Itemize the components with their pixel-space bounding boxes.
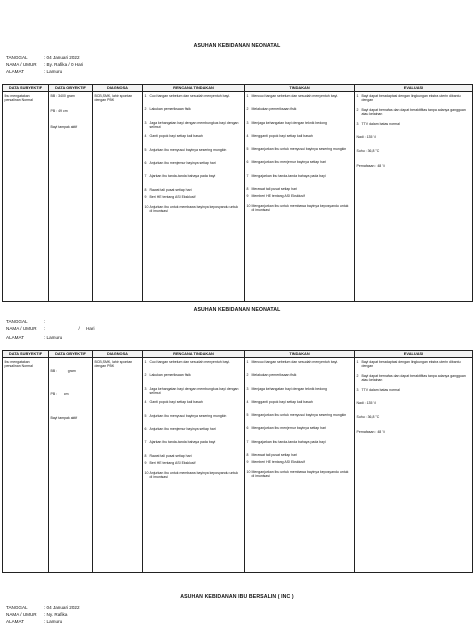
objektif-pb: PB : 49 cm [50, 109, 68, 114]
header-objektif: DATA OBYEKTIF [49, 351, 93, 358]
list-item: 2 Lakukan pemeriksaan fisik [144, 373, 191, 378]
list-item: 6 Menganjurkan ibu menjemur bayinya setiap hari [246, 426, 327, 431]
list-item: 1 Bayi dapat beradaptasi dengan lingkungan ekstra uterin dibantu dengan [356, 94, 461, 103]
meta-row-tanggal: TANGGAL : 04 Januari 2022 [6, 55, 80, 60]
objektif-aktif: Bayi tampak aktif [50, 416, 78, 421]
ttv-pernafasan: Pernafasan : 48 ’/i [356, 163, 385, 168]
list-item: 10Anjurkan ibu untuk membawa bayinya keposyandu untuk di imunisasi [144, 204, 239, 213]
inc-meta-block [6, 604, 80, 625]
list-item: 8 Merawat tali pusat setiap hari [246, 453, 298, 458]
meta-row-nama: NAMA / UMUR : Ny. Rafika [6, 612, 68, 617]
list-item: 3 TTV dalam batas normal [356, 387, 400, 392]
list-item: 10Menganjurkan ibu untuk membawa bayinya keposyandu untuk di imunisasi [246, 203, 349, 213]
list-item: 4 Mengganti popok bayi setiap kali basah [246, 133, 313, 138]
list-item: 2 Bayi dapat bernafas dan dapat beraktifitas tanpa adanya gangguan atau kelainan [356, 107, 466, 117]
list-item: 1 Cuci tangan sebelum dan sesudah menyentuh bayi. [144, 94, 231, 98]
ttv-nadi: Nadi : 135 ’/i [356, 135, 376, 140]
header-tindakan: TINDAKAN [245, 351, 355, 358]
objektif-bb: BB : 3400 gram [50, 94, 75, 98]
header-diagnosa: DIAGNOSA [93, 351, 143, 358]
list-item: 4 Ganti popok bayi setiap kali basah [144, 400, 203, 405]
meta-block [6, 318, 95, 341]
objektif-pb: PB : cm [50, 392, 69, 397]
table-body-row [3, 358, 473, 573]
list-item: 6 Anjurkan ibu menjemur bayinya setiap hari [144, 427, 216, 432]
diagnosa-cell: BCB,SMK, lahir spontan dengan PBK [93, 92, 143, 302]
list-item: 5 Anjurkan ibu menyusui bayinya sesering mungkin [144, 413, 227, 418]
section-title: ASUHAN KEBIDANAN NEONATAL [193, 307, 281, 313]
list-item: 5 Menganjurkan ibu untuk menyusui bayinya sesering mungkin [246, 413, 347, 418]
list-item: 7 Mengajarkan ibu tanda-tanda bahaya pada bayi [246, 173, 326, 178]
header-rencana: RENCANA TINDAKAN [143, 351, 245, 358]
rencana-cell [143, 358, 245, 573]
meta-row-tanggal: TANGGAL : 04 Januari 2022 [6, 605, 80, 610]
header-rencana: RENCANA TINDAKAN [143, 85, 245, 92]
header-tindakan: TINDAKAN [245, 85, 355, 92]
list-item: 8 Rawat tali pusat setiap hari [144, 453, 192, 458]
list-item: 3 Menjaga kehangatan bayi dengan teknik bedong [246, 386, 328, 391]
list-item: 5 Anjurkan ibu menyusui bayinya sesering mungkin [144, 147, 227, 152]
meta-row-alamat: ALAMAT : Lamuru [6, 619, 63, 624]
header-subjektif: DATA SUBYEKTIF [3, 85, 49, 92]
list-item: 3 Menjaga kehangatan bayi dengan teknik bedong [246, 120, 328, 125]
list-item: 9 Beri HE tentang ASI Eksklusif [144, 194, 196, 199]
list-item: 10Menganjurkan ibu untuk membawa bayinya keposyandu untuk di imunisasi [246, 469, 349, 479]
list-item: 7 Ajarkan ibu tanda-tanda bahaya pada bayi [144, 440, 216, 445]
list-item: 9 Beri HE tentang ASI Eksklusif [144, 460, 196, 465]
ttv-suhu: Suhu : 36,8 °C [356, 415, 380, 420]
list-item: 9 Memberi HE tentang ASI Eksklusif [246, 194, 305, 199]
header-evaluasi: EVALUASI [355, 85, 473, 92]
header-diagnosa: DIAGNOSA [93, 85, 143, 92]
list-item: 2 Lakukan pemeriksaan fisik [144, 107, 191, 112]
inc-section-title: ASUHAN KEBIDANAN IBU BERSALIN ( INC ) [180, 594, 294, 600]
list-item: 7 Mengajarkan ibu tanda-tanda bahaya pada bayi [246, 439, 326, 444]
list-item: 6 Menganjurkan ibu menjemur bayinya setiap hari [246, 160, 327, 165]
list-item: 1 Mencuci tangan sebelum dan sesudah menyentuh bayi. [246, 94, 339, 98]
subjektif-cell: Ibu mengatakan persalinan Normal [3, 92, 49, 302]
ttv-nadi: Nadi : 135 ’/i [356, 401, 376, 406]
section-title: ASUHAN KEBIDANAN NEONATAL [193, 43, 281, 49]
header-objektif: DATA OBYEKTIF [49, 85, 93, 92]
objektif-bb: BB : gram [50, 368, 76, 373]
list-item: 9 Memberi HE tentang ASI Eksklusif [246, 460, 305, 465]
objektif-cell [49, 358, 93, 573]
ttv-pernafasan: Pernafasan : 48 ’/i [356, 429, 385, 434]
list-item: 2 Melakukan pemeriksaan fisik [246, 373, 297, 378]
diagnosa-cell: BCB,SMK, lahir spontan dengan PBK [93, 358, 143, 573]
ttv-suhu: Suhu : 36,8 °C [356, 149, 380, 154]
list-item: 8 Rawat tali pusat setiap hari [144, 187, 192, 192]
meta-row-nama: NAMA / UMUR : By. Rafika / 0 Hari [6, 62, 84, 67]
meta-row-alamat: ALAMAT : Lamuru [6, 69, 63, 74]
header-evaluasi: EVALUASI [355, 351, 473, 358]
list-item: 1 Cuci tangan sebelum dan sesudah menyentuh bayi. [144, 360, 231, 364]
meta-row-tanggal: TANGGAL : [6, 319, 46, 324]
list-item: 8 Merawat tali pusat setiap hari [246, 187, 298, 192]
asuhan-table [2, 350, 473, 573]
list-item: 1 Mencuci tangan sebelum dan sesudah menyentuh bayi. [246, 360, 339, 364]
list-item: 7 Ajarkan ibu tanda-tanda bahaya pada bayi [144, 174, 216, 179]
list-item: 10Anjurkan ibu untuk membawa bayinya keposyandu untuk di imunisasi [144, 470, 239, 479]
list-item: 4 Ganti popok bayi setiap kali basah [144, 134, 203, 139]
subjektif-cell: Ibu mengatakan persalinan Normal [3, 358, 49, 573]
evaluasi-cell [355, 358, 473, 573]
objektif-aktif: Bayi tampak aktif [50, 124, 78, 129]
list-item: 6 Anjurkan ibu menjemur bayinya setiap hari [144, 161, 216, 166]
table-header-row [3, 351, 473, 358]
list-item: 3 TTV dalam batas normal [356, 121, 400, 126]
list-item: 4 Mengganti popok bayi setiap kali basah [246, 399, 313, 404]
list-item: 5 Menganjurkan ibu untuk menyusui bayinya sesering mungkin [246, 147, 347, 152]
tindakan-cell [245, 358, 355, 573]
list-item: 3 Jaga kehangatan bayi dengan membungkus bayi dengan selimut [144, 386, 239, 395]
header-subjektif: DATA SUBYEKTIF [3, 351, 49, 358]
list-item: 1 Bayi dapat beradaptasi dengan lingkungan ekstra uterin dibantu dengan [356, 360, 461, 369]
meta-row-alamat: ALAMAT : Lamuru [6, 335, 63, 340]
list-item: 2 Melakukan pemeriksaan fisik [246, 107, 297, 112]
list-item: 2 Bayi dapat bernafas dan dapat beraktifitas tanpa adanya gangguan atau kelainan [356, 373, 466, 383]
meta-row-nama: NAMA / UMUR : / Hari [6, 326, 95, 331]
list-item: 3 Jaga kehangatan bayi dengan membungkus bayi dengan selimut [144, 120, 239, 129]
